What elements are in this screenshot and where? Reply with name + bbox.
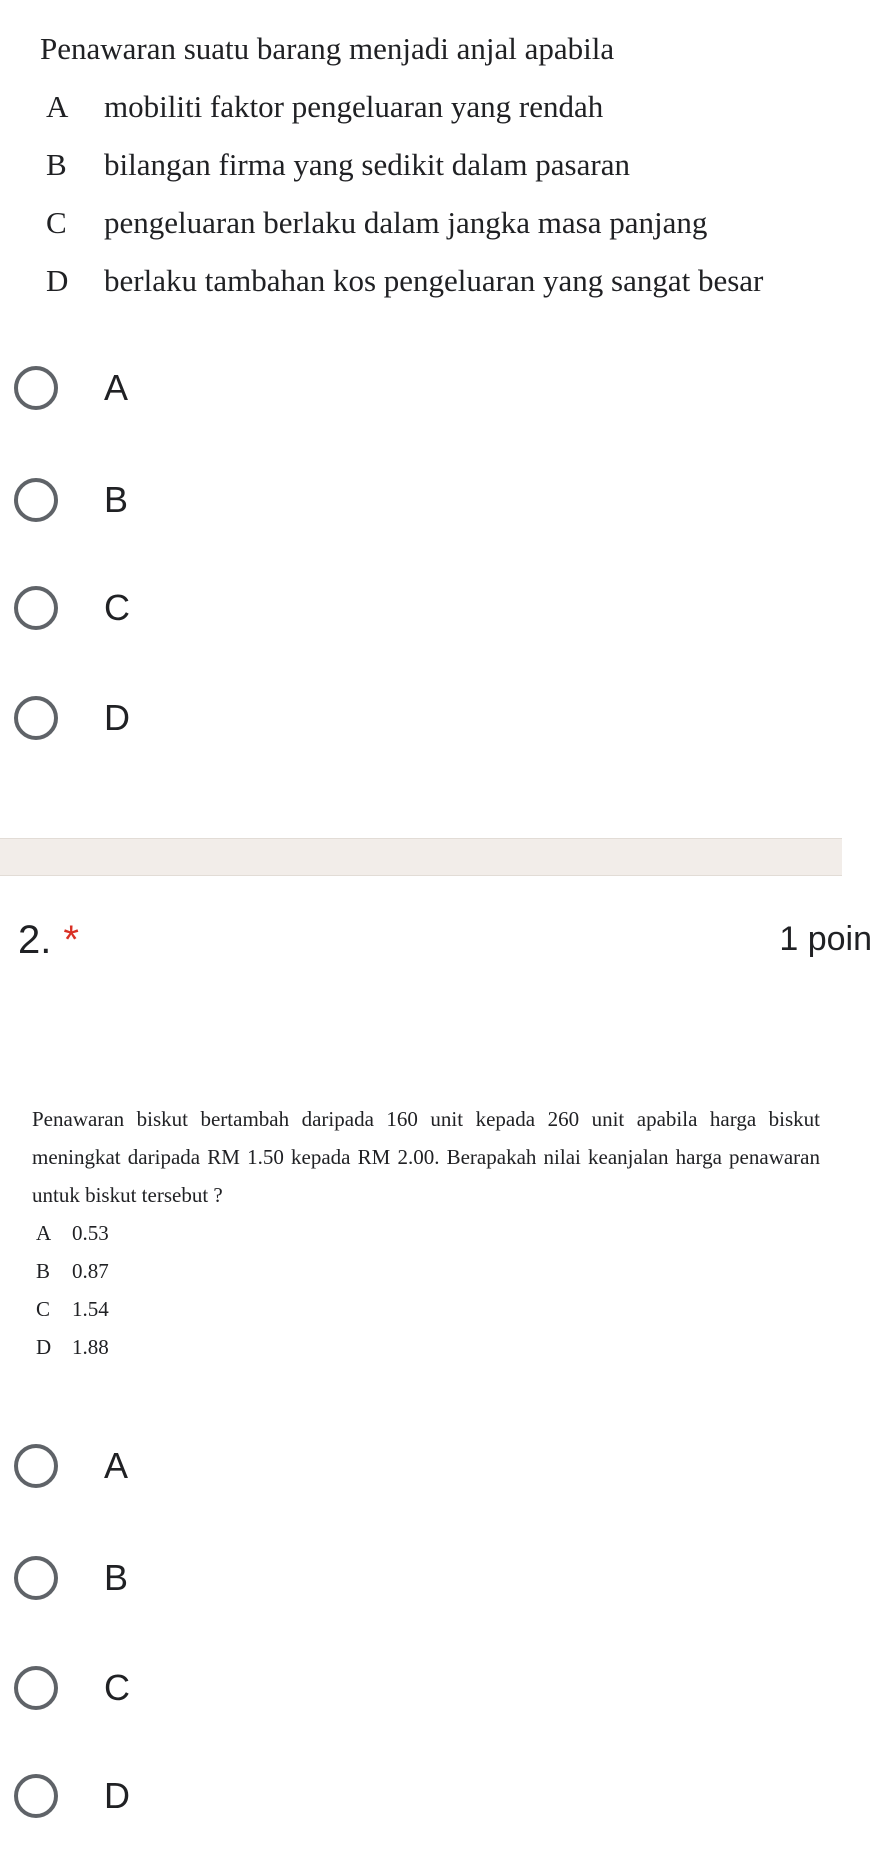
option-label: B <box>104 1557 129 1598</box>
radio-button-icon[interactable] <box>14 478 58 522</box>
question-2-choice-a: A 0.53 <box>36 1221 109 1245</box>
required-asterisk: * <box>63 918 79 962</box>
question-2-option-b[interactable] <box>14 1548 128 1608</box>
question-2-title: 2. * <box>18 918 79 962</box>
option-label: A <box>104 367 129 408</box>
question-1-choice-b: B bilangan firma yang sedikit dalam pasaran <box>46 147 630 182</box>
question-1-option-d[interactable] <box>14 688 130 748</box>
question-2-option-a[interactable] <box>14 1436 128 1496</box>
radio-button-icon[interactable] <box>14 1444 58 1488</box>
option-label: B <box>104 479 129 520</box>
radio-button-icon[interactable] <box>14 1774 58 1818</box>
question-1-choice-c: C pengeluaran berlaku dalam jangka masa panjang <box>46 205 708 240</box>
question-1-option-c[interactable] <box>14 578 130 638</box>
question-2-points: 1 poin <box>779 920 872 958</box>
option-label: A <box>104 1445 129 1486</box>
radio-button-icon[interactable] <box>14 1666 58 1710</box>
question-2-option-c[interactable] <box>14 1658 130 1718</box>
option-label: C <box>104 587 130 628</box>
question-1-choice-d: D berlaku tambahan kos pengeluaran yang sangat besar <box>46 263 764 298</box>
question-1-stem: Penawaran suatu barang menjadi anjal apabila <box>40 31 615 66</box>
question-1-option-b[interactable] <box>14 470 128 530</box>
radio-button-icon[interactable] <box>14 366 58 410</box>
question-2-choice-c: C 1.54 <box>36 1297 109 1321</box>
question-2-choice-d: D 1.88 <box>36 1335 109 1359</box>
option-label: C <box>104 1667 130 1708</box>
option-label: D <box>104 1775 130 1816</box>
question-2-stem: Penawaran biskut bertambah daripada 160 unit kepada 260 unit apabila harga biskut meningkat daripada RM 1.50 kepada RM 2.00. Berapakah nilai keanjalan harga penawaran untuk biskut tersebut ? <box>32 1107 820 1207</box>
question-2-header <box>18 918 872 968</box>
question-1-choice-a: A mobiliti faktor pengeluaran yang rendah <box>46 89 604 124</box>
section-divider <box>0 838 842 876</box>
question-2-text <box>32 1100 820 1366</box>
question-1-text <box>40 20 830 310</box>
question-2-option-d[interactable] <box>14 1766 130 1826</box>
question-2-choice-b: B 0.87 <box>36 1259 109 1283</box>
radio-button-icon[interactable] <box>14 696 58 740</box>
question-1-option-a[interactable] <box>14 358 128 418</box>
option-label: D <box>104 697 130 738</box>
radio-button-icon[interactable] <box>14 586 58 630</box>
radio-button-icon[interactable] <box>14 1556 58 1600</box>
